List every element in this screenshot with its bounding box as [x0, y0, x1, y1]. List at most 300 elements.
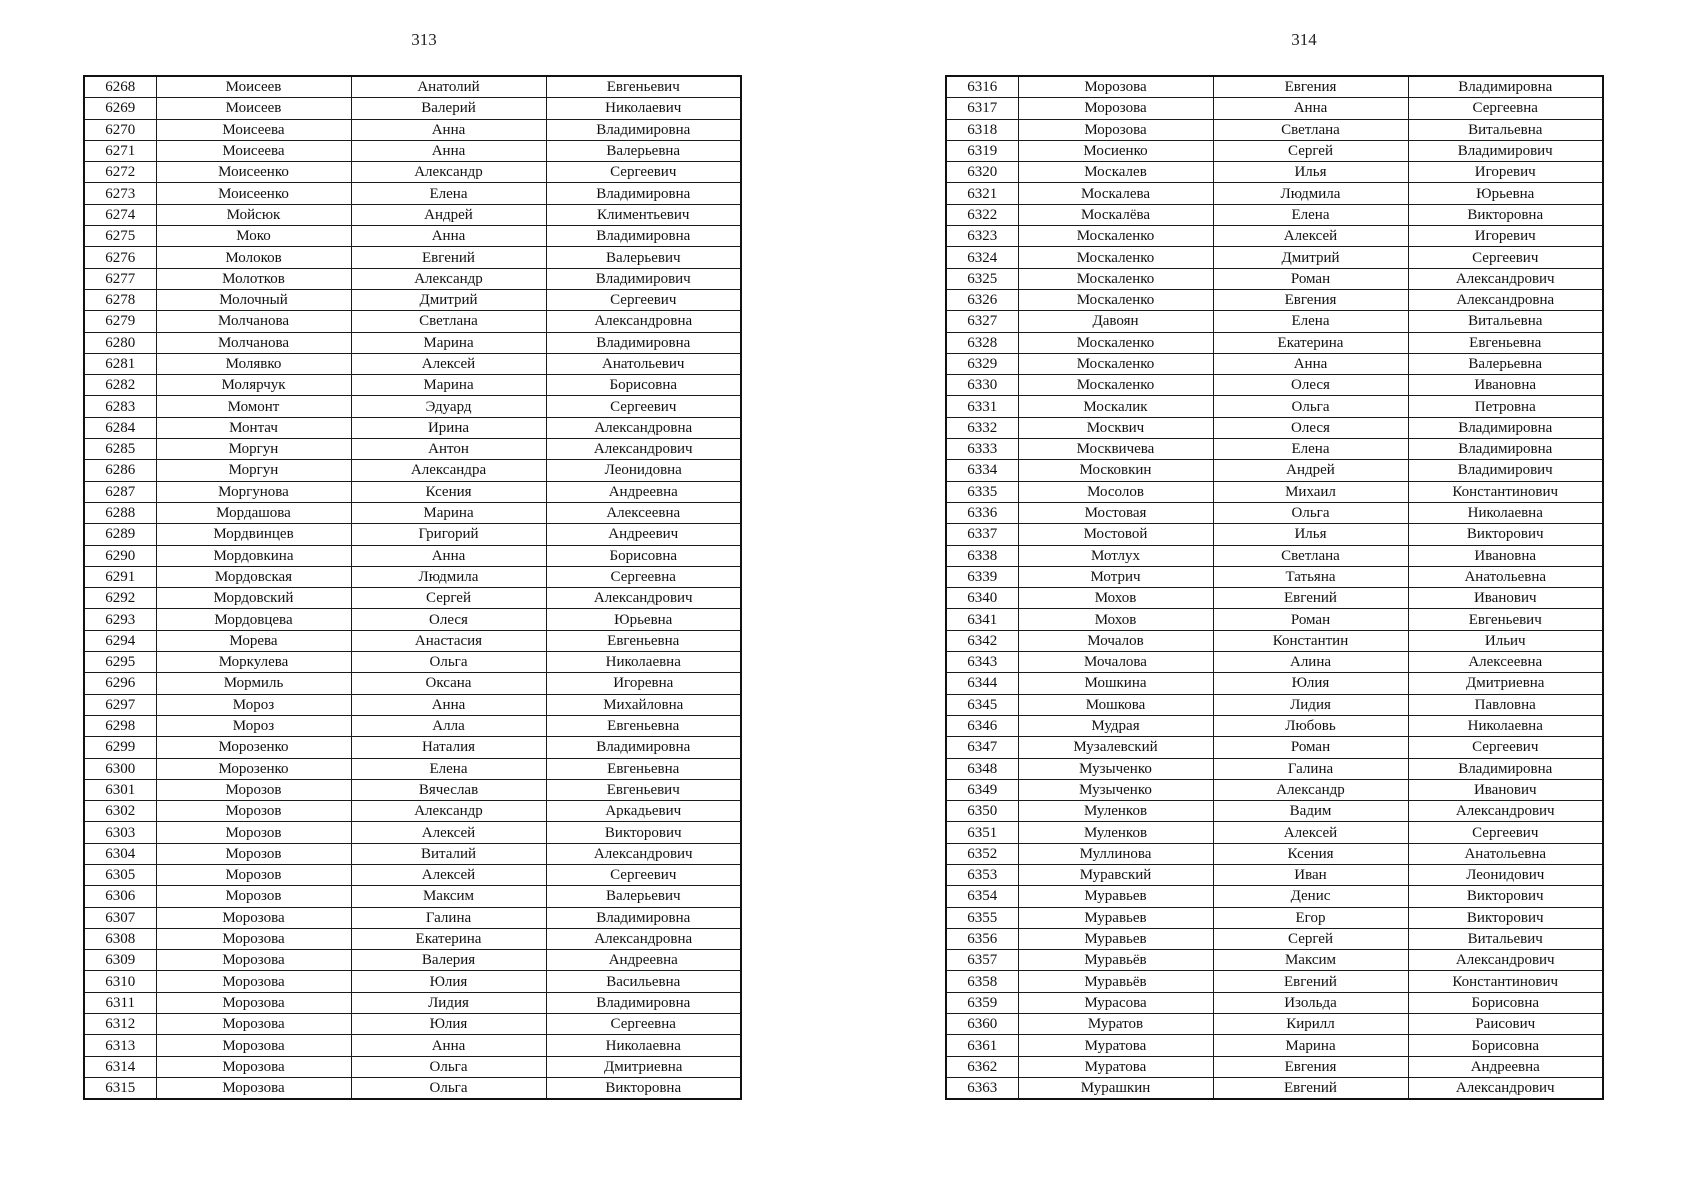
table-row — [84, 204, 741, 225]
patronymic-cell: Владимировна — [546, 119, 741, 140]
first-name-cell: Изольда — [1213, 992, 1408, 1013]
surname-cell: Муравский — [1018, 864, 1213, 885]
patronymic-cell: Александрович — [1408, 268, 1603, 289]
record-number-cell: 6303 — [84, 822, 156, 843]
table-row — [84, 1014, 741, 1035]
table-row — [946, 247, 1603, 268]
record-number-cell: 6319 — [946, 140, 1018, 161]
first-name-cell: Олеся — [1213, 375, 1408, 396]
patronymic-cell: Евгеньевна — [546, 630, 741, 651]
table-row — [84, 183, 741, 204]
table-row — [946, 971, 1603, 992]
patronymic-cell: Александровна — [1408, 289, 1603, 310]
first-name-cell: Алла — [351, 715, 546, 736]
table-row — [946, 460, 1603, 481]
record-number-cell: 6292 — [84, 588, 156, 609]
first-name-cell: Юлия — [1213, 673, 1408, 694]
first-name-cell: Вячеслав — [351, 779, 546, 800]
first-name-cell: Ольга — [1213, 396, 1408, 417]
surname-cell: Морозов — [156, 864, 351, 885]
patronymic-cell: Раисович — [1408, 1014, 1603, 1035]
table-row — [946, 1014, 1603, 1035]
surname-cell: Мудрая — [1018, 715, 1213, 736]
table-row — [946, 609, 1603, 630]
table-row — [84, 460, 741, 481]
surname-cell: Молотков — [156, 268, 351, 289]
record-number-cell: 6299 — [84, 737, 156, 758]
record-number-cell: 6362 — [946, 1056, 1018, 1077]
record-number-cell: 6357 — [946, 950, 1018, 971]
surname-cell: Муравьев — [1018, 907, 1213, 928]
patronymic-cell: Валерьевич — [546, 247, 741, 268]
record-number-cell: 6344 — [946, 673, 1018, 694]
surname-cell: Морозова — [156, 971, 351, 992]
first-name-cell: Татьяна — [1213, 566, 1408, 587]
surname-cell: Москалёва — [1018, 204, 1213, 225]
surname-cell: Морозов — [156, 801, 351, 822]
record-number-cell: 6314 — [84, 1056, 156, 1077]
patronymic-cell: Александровна — [546, 311, 741, 332]
table-row — [84, 545, 741, 566]
table-row — [84, 332, 741, 353]
surname-cell: Моргунова — [156, 481, 351, 502]
patronymic-cell: Алексеевна — [546, 502, 741, 523]
record-number-cell: 6324 — [946, 247, 1018, 268]
record-number-cell: 6351 — [946, 822, 1018, 843]
register-table-right — [945, 75, 1604, 1100]
surname-cell: Момонт — [156, 396, 351, 417]
table-row — [84, 801, 741, 822]
first-name-cell: Светлана — [351, 311, 546, 332]
first-name-cell: Константин — [1213, 630, 1408, 651]
first-name-cell: Олеся — [351, 609, 546, 630]
table-row — [84, 928, 741, 949]
table-row — [946, 1035, 1603, 1056]
record-number-cell: 6332 — [946, 417, 1018, 438]
surname-cell: Муллинова — [1018, 843, 1213, 864]
table-row — [84, 694, 741, 715]
table-row — [946, 758, 1603, 779]
table-row — [946, 928, 1603, 949]
patronymic-cell: Александрович — [546, 843, 741, 864]
patronymic-cell: Борисовна — [546, 545, 741, 566]
record-number-cell: 6293 — [84, 609, 156, 630]
first-name-cell: Анна — [351, 140, 546, 161]
record-number-cell: 6287 — [84, 481, 156, 502]
record-number-cell: 6335 — [946, 481, 1018, 502]
surname-cell: Молоков — [156, 247, 351, 268]
record-number-cell: 6296 — [84, 673, 156, 694]
patronymic-cell: Сергеевна — [546, 566, 741, 587]
record-number-cell: 6275 — [84, 226, 156, 247]
record-number-cell: 6295 — [84, 652, 156, 673]
first-name-cell: Ольга — [351, 1056, 546, 1077]
surname-cell: Молочный — [156, 289, 351, 310]
first-name-cell: Григорий — [351, 524, 546, 545]
first-name-cell: Александр — [351, 162, 546, 183]
record-number-cell: 6310 — [84, 971, 156, 992]
record-number-cell: 6279 — [84, 311, 156, 332]
surname-cell: Мордовская — [156, 566, 351, 587]
surname-cell: Моркулева — [156, 652, 351, 673]
surname-cell: Морозенко — [156, 758, 351, 779]
first-name-cell: Егор — [1213, 907, 1408, 928]
surname-cell: Моисеев — [156, 98, 351, 119]
patronymic-cell: Евгеньевич — [1408, 609, 1603, 630]
table-row — [84, 779, 741, 800]
surname-cell: Москаленко — [1018, 226, 1213, 247]
patronymic-cell: Алексеевна — [1408, 652, 1603, 673]
record-number-cell: 6341 — [946, 609, 1018, 630]
patronymic-cell: Иванович — [1408, 588, 1603, 609]
patronymic-cell: Андреевна — [1408, 1056, 1603, 1077]
patronymic-cell: Николаевич — [546, 98, 741, 119]
patronymic-cell: Николаевна — [1408, 715, 1603, 736]
surname-cell: Мурашкин — [1018, 1077, 1213, 1099]
surname-cell: Монтач — [156, 417, 351, 438]
table-row — [84, 119, 741, 140]
surname-cell: Москвич — [1018, 417, 1213, 438]
patronymic-cell: Евгеньевич — [546, 779, 741, 800]
patronymic-cell: Владимировна — [546, 226, 741, 247]
first-name-cell: Анатолий — [351, 76, 546, 98]
patronymic-cell: Владимировна — [1408, 758, 1603, 779]
record-number-cell: 6323 — [946, 226, 1018, 247]
patronymic-cell: Владимировна — [1408, 417, 1603, 438]
first-name-cell: Елена — [1213, 204, 1408, 225]
first-name-cell: Анна — [1213, 98, 1408, 119]
table-row — [84, 417, 741, 438]
patronymic-cell: Викторовна — [1408, 204, 1603, 225]
table-row — [946, 652, 1603, 673]
record-number-cell: 6289 — [84, 524, 156, 545]
surname-cell: Молявко — [156, 353, 351, 374]
record-number-cell: 6306 — [84, 886, 156, 907]
first-name-cell: Галина — [1213, 758, 1408, 779]
record-number-cell: 6358 — [946, 971, 1018, 992]
surname-cell: Молчанова — [156, 332, 351, 353]
surname-cell: Морозова — [1018, 119, 1213, 140]
first-name-cell: Алексей — [351, 353, 546, 374]
patronymic-cell: Викторович — [1408, 886, 1603, 907]
table-row — [84, 396, 741, 417]
table-row — [946, 886, 1603, 907]
table-row — [946, 737, 1603, 758]
first-name-cell: Александр — [351, 268, 546, 289]
first-name-cell: Екатерина — [1213, 332, 1408, 353]
first-name-cell: Марина — [351, 375, 546, 396]
record-number-cell: 6348 — [946, 758, 1018, 779]
patronymic-cell: Владимировна — [1408, 439, 1603, 460]
first-name-cell: Максим — [1213, 950, 1408, 971]
record-number-cell: 6274 — [84, 204, 156, 225]
patronymic-cell: Юрьевна — [546, 609, 741, 630]
first-name-cell: Анна — [351, 694, 546, 715]
first-name-cell: Денис — [1213, 886, 1408, 907]
patronymic-cell: Ивановна — [1408, 375, 1603, 396]
surname-cell: Морозова — [156, 950, 351, 971]
surname-cell: Москаленко — [1018, 332, 1213, 353]
record-number-cell: 6337 — [946, 524, 1018, 545]
record-number-cell: 6355 — [946, 907, 1018, 928]
surname-cell: Муравьев — [1018, 928, 1213, 949]
surname-cell: Мойсюк — [156, 204, 351, 225]
first-name-cell: Роман — [1213, 609, 1408, 630]
surname-cell: Мостовая — [1018, 502, 1213, 523]
surname-cell: Мошкина — [1018, 673, 1213, 694]
first-name-cell: Дмитрий — [351, 289, 546, 310]
record-number-cell: 6271 — [84, 140, 156, 161]
surname-cell: Морозова — [156, 1077, 351, 1099]
patronymic-cell: Аркадьевич — [546, 801, 741, 822]
patronymic-cell: Александровна — [546, 417, 741, 438]
table-row — [946, 162, 1603, 183]
surname-cell: Москаленко — [1018, 375, 1213, 396]
patronymic-cell: Валерьевна — [546, 140, 741, 161]
record-number-cell: 6316 — [946, 76, 1018, 98]
patronymic-cell: Владимирович — [1408, 140, 1603, 161]
surname-cell: Морозенко — [156, 737, 351, 758]
table-row — [946, 673, 1603, 694]
record-number-cell: 6315 — [84, 1077, 156, 1099]
table-row — [946, 588, 1603, 609]
register-table-left — [83, 75, 742, 1100]
table-row — [84, 822, 741, 843]
record-number-cell: 6336 — [946, 502, 1018, 523]
table-row — [946, 353, 1603, 374]
patronymic-cell: Евгеньевна — [546, 715, 741, 736]
table-row — [946, 630, 1603, 651]
first-name-cell: Александра — [351, 460, 546, 481]
patronymic-cell: Анатольевна — [1408, 843, 1603, 864]
first-name-cell: Евгений — [1213, 1077, 1408, 1099]
record-number-cell: 6343 — [946, 652, 1018, 673]
table-row — [946, 843, 1603, 864]
table-row — [84, 566, 741, 587]
surname-cell: Муравьев — [1018, 886, 1213, 907]
table-row — [946, 183, 1603, 204]
surname-cell: Москалева — [1018, 183, 1213, 204]
surname-cell: Муравьёв — [1018, 971, 1213, 992]
record-number-cell: 6356 — [946, 928, 1018, 949]
surname-cell: Москаленко — [1018, 247, 1213, 268]
first-name-cell: Вадим — [1213, 801, 1408, 822]
surname-cell: Мошкова — [1018, 694, 1213, 715]
surname-cell: Муратов — [1018, 1014, 1213, 1035]
table-row — [946, 481, 1603, 502]
first-name-cell: Валерий — [351, 98, 546, 119]
table-row — [84, 588, 741, 609]
table-row — [84, 439, 741, 460]
record-number-cell: 6333 — [946, 439, 1018, 460]
first-name-cell: Светлана — [1213, 119, 1408, 140]
table-row — [84, 609, 741, 630]
patronymic-cell: Владимировна — [546, 907, 741, 928]
table-row — [946, 864, 1603, 885]
record-number-cell: 6345 — [946, 694, 1018, 715]
table-row — [84, 226, 741, 247]
first-name-cell: Ольга — [351, 652, 546, 673]
surname-cell: Моисеенко — [156, 162, 351, 183]
patronymic-cell: Сергеевич — [546, 864, 741, 885]
first-name-cell: Антон — [351, 439, 546, 460]
record-number-cell: 6353 — [946, 864, 1018, 885]
surname-cell: Морозов — [156, 779, 351, 800]
record-number-cell: 6281 — [84, 353, 156, 374]
first-name-cell: Юлия — [351, 1014, 546, 1035]
patronymic-cell: Николаевна — [546, 1035, 741, 1056]
record-number-cell: 6334 — [946, 460, 1018, 481]
record-number-cell: 6347 — [946, 737, 1018, 758]
table-row — [946, 779, 1603, 800]
table-row — [84, 481, 741, 502]
first-name-cell: Валерия — [351, 950, 546, 971]
patronymic-cell: Борисовна — [1408, 1035, 1603, 1056]
record-number-cell: 6331 — [946, 396, 1018, 417]
record-number-cell: 6346 — [946, 715, 1018, 736]
first-name-cell: Евгения — [1213, 289, 1408, 310]
record-number-cell: 6283 — [84, 396, 156, 417]
patronymic-cell: Дмитриевна — [1408, 673, 1603, 694]
surname-cell: Молярчук — [156, 375, 351, 396]
first-name-cell: Евгений — [1213, 588, 1408, 609]
table-row — [84, 98, 741, 119]
record-number-cell: 6360 — [946, 1014, 1018, 1035]
table-row — [84, 311, 741, 332]
first-name-cell: Евгений — [1213, 971, 1408, 992]
patronymic-cell: Сергеевич — [546, 162, 741, 183]
first-name-cell: Сергей — [1213, 140, 1408, 161]
surname-cell: Морозова — [156, 1056, 351, 1077]
first-name-cell: Анна — [1213, 353, 1408, 374]
surname-cell: Мочалов — [1018, 630, 1213, 651]
patronymic-cell: Константинович — [1408, 971, 1603, 992]
surname-cell: Мордовкина — [156, 545, 351, 566]
patronymic-cell: Евгеньевна — [546, 758, 741, 779]
surname-cell: Морозов — [156, 822, 351, 843]
patronymic-cell: Игоревич — [1408, 162, 1603, 183]
record-number-cell: 6354 — [946, 886, 1018, 907]
page-number-left: 313 — [411, 30, 437, 49]
table-row — [946, 268, 1603, 289]
patronymic-cell: Павловна — [1408, 694, 1603, 715]
first-name-cell: Елена — [351, 183, 546, 204]
patronymic-cell: Игоревна — [546, 673, 741, 694]
table-row — [946, 396, 1603, 417]
table-row — [84, 140, 741, 161]
record-number-cell: 6309 — [84, 950, 156, 971]
first-name-cell: Михаил — [1213, 481, 1408, 502]
record-number-cell: 6301 — [84, 779, 156, 800]
record-number-cell: 6268 — [84, 76, 156, 98]
record-number-cell: 6304 — [84, 843, 156, 864]
surname-cell: Москвичева — [1018, 439, 1213, 460]
first-name-cell: Алексей — [351, 822, 546, 843]
patronymic-cell: Константинович — [1408, 481, 1603, 502]
first-name-cell: Ксения — [351, 481, 546, 502]
patronymic-cell: Борисовна — [546, 375, 741, 396]
table-row — [946, 119, 1603, 140]
patronymic-cell: Ивановна — [1408, 545, 1603, 566]
record-number-cell: 6327 — [946, 311, 1018, 332]
surname-cell: Морева — [156, 630, 351, 651]
record-number-cell: 6322 — [946, 204, 1018, 225]
patronymic-cell: Иванович — [1408, 779, 1603, 800]
first-name-cell: Анна — [351, 545, 546, 566]
patronymic-cell: Владимирович — [1408, 460, 1603, 481]
first-name-cell: Юлия — [351, 971, 546, 992]
patronymic-cell: Анатольевна — [1408, 566, 1603, 587]
surname-cell: Муленков — [1018, 801, 1213, 822]
table-row — [946, 289, 1603, 310]
record-number-cell: 6349 — [946, 779, 1018, 800]
first-name-cell: Ксения — [1213, 843, 1408, 864]
record-number-cell: 6277 — [84, 268, 156, 289]
first-name-cell: Екатерина — [351, 928, 546, 949]
first-name-cell: Виталий — [351, 843, 546, 864]
patronymic-cell: Андреевна — [546, 481, 741, 502]
patronymic-cell: Александрович — [1408, 950, 1603, 971]
first-name-cell: Лидия — [351, 992, 546, 1013]
surname-cell: Мохов — [1018, 588, 1213, 609]
patronymic-cell: Александрович — [546, 439, 741, 460]
record-number-cell: 6312 — [84, 1014, 156, 1035]
surname-cell: Морозова — [156, 1014, 351, 1035]
surname-cell: Морозов — [156, 886, 351, 907]
record-number-cell: 6280 — [84, 332, 156, 353]
table-row — [946, 439, 1603, 460]
first-name-cell: Алина — [1213, 652, 1408, 673]
surname-cell: Москалик — [1018, 396, 1213, 417]
table-row — [946, 715, 1603, 736]
record-number-cell: 6276 — [84, 247, 156, 268]
table-row — [84, 162, 741, 183]
record-number-cell: 6320 — [946, 162, 1018, 183]
record-number-cell: 6342 — [946, 630, 1018, 651]
table-row — [84, 886, 741, 907]
first-name-cell: Александр — [1213, 779, 1408, 800]
surname-cell: Мостовой — [1018, 524, 1213, 545]
first-name-cell: Илья — [1213, 162, 1408, 183]
record-number-cell: 6298 — [84, 715, 156, 736]
patronymic-cell: Дмитриевна — [546, 1056, 741, 1077]
patronymic-cell: Викторовна — [546, 1077, 741, 1099]
patronymic-cell: Андреевич — [546, 524, 741, 545]
table-row — [946, 566, 1603, 587]
record-number-cell: 6313 — [84, 1035, 156, 1056]
record-number-cell: 6339 — [946, 566, 1018, 587]
first-name-cell: Анна — [351, 1035, 546, 1056]
first-name-cell: Андрей — [351, 204, 546, 225]
table-row — [946, 545, 1603, 566]
record-number-cell: 6325 — [946, 268, 1018, 289]
table-row — [946, 524, 1603, 545]
record-number-cell: 6273 — [84, 183, 156, 204]
patronymic-cell: Валерьевич — [546, 886, 741, 907]
patronymic-cell: Витальевна — [1408, 311, 1603, 332]
table-row — [84, 673, 741, 694]
record-number-cell: 6328 — [946, 332, 1018, 353]
surname-cell: Муравьёв — [1018, 950, 1213, 971]
first-name-cell: Любовь — [1213, 715, 1408, 736]
first-name-cell: Ольга — [351, 1077, 546, 1099]
first-name-cell: Максим — [351, 886, 546, 907]
table-row — [946, 950, 1603, 971]
record-number-cell: 6318 — [946, 119, 1018, 140]
table-row — [84, 737, 741, 758]
record-number-cell: 6302 — [84, 801, 156, 822]
patronymic-cell: Леонидовна — [546, 460, 741, 481]
